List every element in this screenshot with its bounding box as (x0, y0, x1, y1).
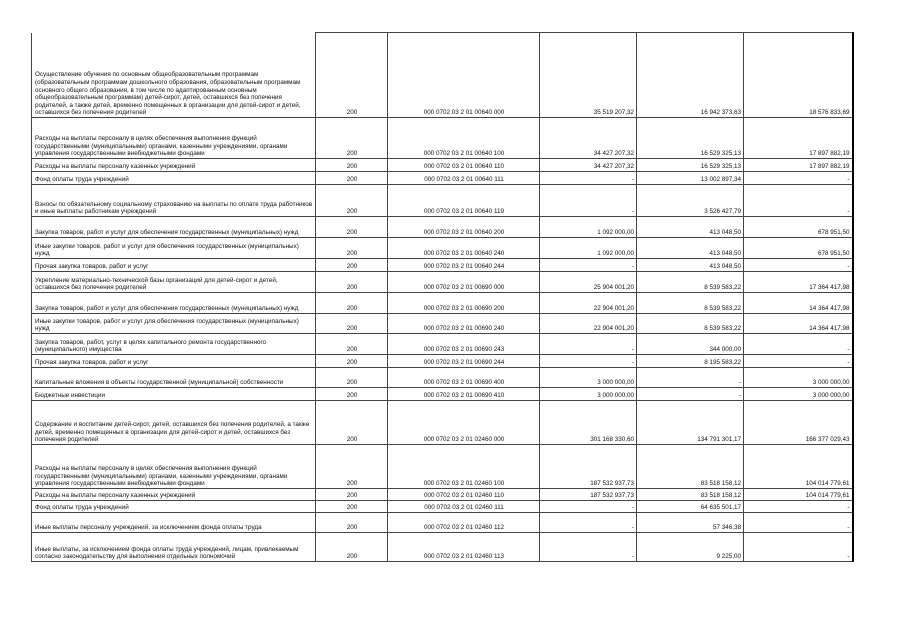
approved-amount: - (540, 185, 637, 217)
budget-class-code: 000 0702 03 2 01 00690 410 (388, 388, 540, 401)
remaining-amount: 17 897 882,19 (744, 159, 853, 172)
admin-code: 200 (316, 388, 388, 401)
admin-code: 200 (316, 159, 388, 172)
admin-code: 200 (316, 259, 388, 272)
approved-amount: - (540, 501, 637, 513)
executed-amount: 9 225,00 (637, 533, 744, 562)
budget-class-code: 000 0702 03 2 01 00690 400 (388, 368, 540, 388)
approved-amount: 25 904 001,20 (540, 272, 637, 293)
table-row (32, 489, 853, 501)
row-name: Расходы на выплаты персоналу казенных учреждений (32, 489, 316, 501)
executed-amount: 3 526 427,79 (637, 185, 744, 217)
approved-amount: 3 000 000,00 (540, 388, 637, 401)
admin-code: 200 (316, 513, 388, 533)
executed-amount: 83 518 158,12 (637, 489, 744, 501)
row-name: Прочая закупка товаров, работ и услуг (32, 355, 316, 368)
table-body (32, 33, 853, 562)
budget-class-code: 000 0702 03 2 01 00640 111 (388, 172, 540, 185)
row-name: Расходы на выплаты персоналу в целях обеспечения выполнения функций государственными (муниципальными) органами, казенными учреждениями, органами управления государственными внебюджетными фондами (32, 118, 316, 159)
table-row (32, 513, 853, 533)
table-row (32, 533, 853, 562)
remaining-amount: - (744, 355, 853, 368)
table-row (32, 172, 853, 185)
executed-amount: 8 539 583,22 (637, 293, 744, 314)
budget-class-code: 000 0702 03 2 01 02460 112 (388, 513, 540, 533)
table-row (32, 185, 853, 217)
table-row (32, 501, 853, 513)
budget-class-code: 000 0702 03 2 01 00690 240 (388, 314, 540, 334)
remaining-amount: 17 364 417,98 (744, 272, 853, 293)
row-name: Расходы на выплаты персоналу в целях обеспечения выполнения функций государственными (муниципальными) органами, казенными учреждениями, органами управления государственными внебюджетными фондами (32, 445, 316, 489)
row-name: Фонд оплаты труда учреждений (32, 172, 316, 185)
table-row (32, 368, 853, 388)
remaining-amount: - (744, 185, 853, 217)
table-row (32, 445, 853, 489)
admin-code: 200 (316, 314, 388, 334)
remaining-amount: 18 576 833,69 (744, 33, 853, 118)
approved-amount: 187 532 937,73 (540, 489, 637, 501)
approved-amount: 1 092 000,00 (540, 217, 637, 238)
table-row (32, 217, 853, 238)
admin-code: 200 (316, 185, 388, 217)
budget-class-code: 000 0702 03 2 01 00640 200 (388, 217, 540, 238)
admin-code: 200 (316, 355, 388, 368)
executed-amount: 8 539 583,22 (637, 314, 744, 334)
remaining-amount: - (744, 513, 853, 533)
admin-code: 200 (316, 293, 388, 314)
executed-amount: 16 529 325,13 (637, 159, 744, 172)
remaining-amount: 104 014 779,61 (744, 445, 853, 489)
admin-code: 200 (316, 334, 388, 355)
approved-amount: 34 427 207,32 (540, 159, 637, 172)
admin-code: 200 (316, 401, 388, 445)
remaining-amount: 17 897 882,19 (744, 118, 853, 159)
budget-class-code: 000 0702 03 2 01 00640 119 (388, 185, 540, 217)
approved-amount: 301 168 330,60 (540, 401, 637, 445)
executed-amount: 413 048,50 (637, 259, 744, 272)
row-name: Иные выплаты персоналу учреждений, за исключением фонда оплаты труда (32, 513, 316, 533)
approved-amount: - (540, 259, 637, 272)
row-name: Иные выплаты, за исключением фонда оплаты труда учреждений, лицам, привлекаемым согласно законодательству для выполнения отдельных полномочий (32, 533, 316, 562)
admin-code: 200 (316, 445, 388, 489)
remaining-amount: - (744, 172, 853, 185)
budget-class-code: 000 0702 03 2 01 02460 111 (388, 501, 540, 513)
executed-amount: 8 195 583,22 (637, 355, 744, 368)
approved-amount: 35 519 207,32 (540, 33, 637, 118)
executed-amount: 344 000,00 (637, 334, 744, 355)
remaining-amount: 3 000 000,00 (744, 388, 853, 401)
executed-amount: 16 529 325,13 (637, 118, 744, 159)
row-name: Взносы по обязательному социальному страхованию на выплаты по оплате труда работников и иные выплаты работникам учреждений (32, 185, 316, 217)
admin-code: 200 (316, 501, 388, 513)
admin-code: 200 (316, 489, 388, 501)
budget-class-code: 000 0702 03 2 01 02460 000 (388, 401, 540, 445)
row-name: Закупка товаров, работ и услуг для обеспечения государственных (муниципальных) нужд (32, 293, 316, 314)
budget-class-code: 000 0702 03 2 01 00690 000 (388, 272, 540, 293)
remaining-amount: 678 951,50 (744, 238, 853, 259)
approved-amount: 187 532 937,73 (540, 445, 637, 489)
executed-amount: 413 048,50 (637, 238, 744, 259)
budget-class-code: 000 0702 03 2 01 00690 200 (388, 293, 540, 314)
table-row (32, 159, 853, 172)
remaining-amount: 104 014 779,61 (744, 489, 853, 501)
table-row (32, 293, 853, 314)
remaining-amount: - (744, 533, 853, 562)
budget-class-code: 000 0702 03 2 01 00690 244 (388, 355, 540, 368)
admin-code: 200 (316, 368, 388, 388)
row-name: Капитальные вложения в объекты государственной (муниципальной) собственности (32, 368, 316, 388)
table-row (32, 238, 853, 259)
row-name: Иные закупки товаров, работ и услуг для обеспечения государственных (муниципальных) нужд (32, 314, 316, 334)
approved-amount: - (540, 172, 637, 185)
remaining-amount: 678 951,50 (744, 217, 853, 238)
table-row (32, 33, 853, 118)
table-row (32, 314, 853, 334)
approved-amount: 1 092 000,00 (540, 238, 637, 259)
budget-class-code: 000 0702 03 2 01 00690 243 (388, 334, 540, 355)
table-row (32, 259, 853, 272)
row-name: Фонд оплаты труда учреждений (32, 501, 316, 513)
row-name: Осуществление обучения по основным общеобразовательным программам (образовательным программам дошкольного образования, образовательным программам основного общего образования, в том числе по адаптированным основным общеобразовательным программам) детей-сирот, детей, оставшихся без попечения родителей, а также детей, временно помещенных в организации для детей-сирот и детей, оставшихся без попечения родителей (32, 33, 316, 118)
remaining-amount: 14 364 417,98 (744, 293, 853, 314)
table-row (32, 388, 853, 401)
approved-amount: 34 427 207,32 (540, 118, 637, 159)
row-name: Укрепление материально-технической базы организаций для детей-сирот и детей, оставшихся без попечения родителей (32, 272, 316, 293)
remaining-amount: - (744, 501, 853, 513)
table-row (32, 334, 853, 355)
approved-amount: - (540, 334, 637, 355)
budget-class-code: 000 0702 03 2 01 02460 110 (388, 489, 540, 501)
budget-class-code: 000 0702 03 2 01 00640 240 (388, 238, 540, 259)
table-row (32, 118, 853, 159)
executed-amount: 413 048,50 (637, 217, 744, 238)
admin-code: 200 (316, 272, 388, 293)
remaining-amount: 166 377 029,43 (744, 401, 853, 445)
approved-amount: 22 904 001,20 (540, 293, 637, 314)
remaining-amount: 14 364 417,98 (744, 314, 853, 334)
executed-amount: - (637, 368, 744, 388)
budget-class-code: 000 0702 03 2 01 00640 000 (388, 33, 540, 118)
budget-class-code: 000 0702 03 2 01 02460 113 (388, 533, 540, 562)
remaining-amount: - (744, 259, 853, 272)
table-row (32, 401, 853, 445)
admin-code: 200 (316, 118, 388, 159)
row-name: Содержание и воспитание детей-сирот, детей, оставшихся без попечения родителей, а также детей, временно помещенных в организации для детей-сирот и детей, оставшихся без попечения родителей (32, 401, 316, 445)
remaining-amount: - (744, 334, 853, 355)
table-row (32, 355, 853, 368)
admin-code: 200 (316, 533, 388, 562)
row-name: Бюджетные инвестиции (32, 388, 316, 401)
approved-amount: - (540, 513, 637, 533)
executed-amount: 13 002 897,34 (637, 172, 744, 185)
budget-execution-table (31, 32, 854, 562)
budget-class-code: 000 0702 03 2 01 00640 110 (388, 159, 540, 172)
admin-code: 200 (316, 33, 388, 118)
row-name: Расходы на выплаты персоналу казенных учреждений (32, 159, 316, 172)
executed-amount: 134 791 301,17 (637, 401, 744, 445)
admin-code: 200 (316, 217, 388, 238)
row-name: Закупка товаров, работ, услуг в целях капитального ремонта государственного (муниципального) имущества (32, 334, 316, 355)
approved-amount: - (540, 355, 637, 368)
admin-code: 200 (316, 238, 388, 259)
table-row (32, 272, 853, 293)
executed-amount: 8 539 583,22 (637, 272, 744, 293)
executed-amount: 83 518 158,12 (637, 445, 744, 489)
approved-amount: - (540, 533, 637, 562)
executed-amount: 64 635 501,17 (637, 501, 744, 513)
admin-code: 200 (316, 172, 388, 185)
budget-class-code: 000 0702 03 2 01 02460 100 (388, 445, 540, 489)
approved-amount: 22 904 001,20 (540, 314, 637, 334)
executed-amount: 16 942 373,63 (637, 33, 744, 118)
row-name: Иные закупки товаров, работ и услуг для обеспечения государственных (муниципальных) нужд (32, 238, 316, 259)
budget-class-code: 000 0702 03 2 01 00640 100 (388, 118, 540, 159)
executed-amount: - (637, 388, 744, 401)
row-name: Прочая закупка товаров, работ и услуг (32, 259, 316, 272)
row-name: Закупка товаров, работ и услуг для обеспечения государственных (муниципальных) нужд (32, 217, 316, 238)
executed-amount: 57 346,38 (637, 513, 744, 533)
remaining-amount: 3 000 000,00 (744, 368, 853, 388)
approved-amount: 3 000 000,00 (540, 368, 637, 388)
budget-class-code: 000 0702 03 2 01 00640 244 (388, 259, 540, 272)
